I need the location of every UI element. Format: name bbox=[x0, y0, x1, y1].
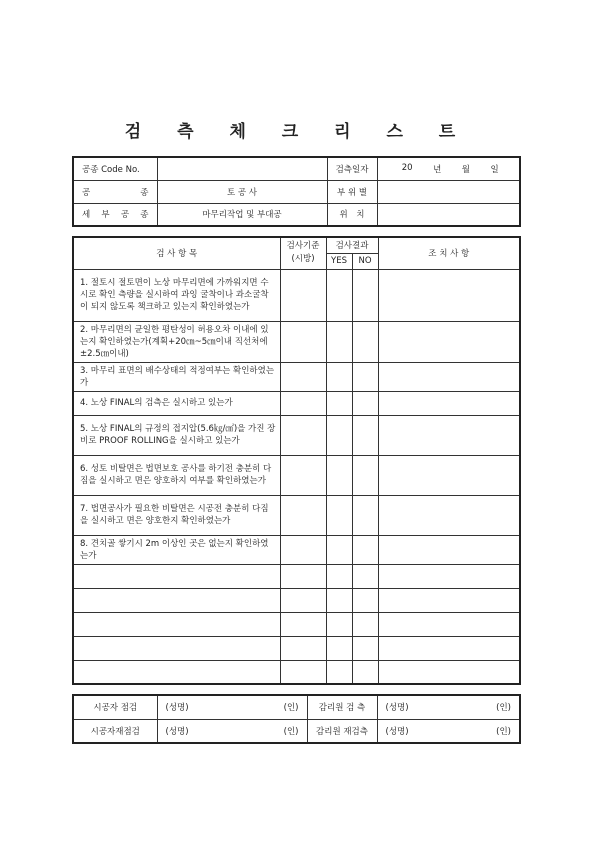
no-cell[interactable] bbox=[352, 535, 378, 564]
no-cell[interactable] bbox=[352, 495, 378, 535]
no-cell[interactable] bbox=[352, 362, 378, 391]
info-row-detail bbox=[73, 203, 520, 226]
standard-cell[interactable] bbox=[280, 535, 326, 564]
standard-cell[interactable] bbox=[280, 660, 326, 684]
code-label: 공종 Code No. bbox=[73, 157, 157, 180]
yes-header: YES bbox=[326, 253, 352, 269]
detail-type-label: 세 부 공 종 bbox=[73, 203, 157, 226]
part-value[interactable] bbox=[377, 180, 520, 203]
supervisor-check-label: 감리원 검 측 bbox=[307, 695, 377, 719]
contractor-re-seal: (인) bbox=[283, 726, 299, 737]
table-row bbox=[73, 636, 520, 660]
no-cell[interactable] bbox=[352, 269, 378, 321]
info-table bbox=[72, 156, 521, 227]
checklist-item-text: 6. 성토 비탈면은 법면보호 공사를 하기전 충분히 다짐을 실시하고 면은 양호하지 여부를 확인하였는가 bbox=[73, 455, 280, 495]
contractor-seal: (인) bbox=[283, 703, 299, 714]
standard-cell[interactable] bbox=[280, 455, 326, 495]
standard-header-sub: (시방) bbox=[291, 254, 315, 265]
contractor-re-name: (성명) bbox=[165, 726, 189, 737]
location-label: 위 치 bbox=[327, 203, 377, 226]
part-label: 부 위 별 bbox=[327, 180, 377, 203]
checklist-item-text: 3. 마무리 표면의 배수상태의 적정여부는 확인하였는가 bbox=[73, 362, 280, 391]
table-row bbox=[73, 495, 520, 535]
table-row bbox=[73, 660, 520, 684]
table-row bbox=[73, 321, 520, 362]
page-title: 검 측 체 크 리 스 트 bbox=[124, 122, 471, 142]
action-cell[interactable] bbox=[378, 588, 520, 612]
contractor-name: (성명) bbox=[165, 703, 189, 714]
checklist-item-text: 7. 법면공사가 필요한 비탈면은 시공전 충분히 다짐을 실시하고 면은 양호한지 확인하였는가 bbox=[73, 495, 280, 535]
standard-cell[interactable] bbox=[280, 269, 326, 321]
action-cell[interactable] bbox=[378, 455, 520, 495]
checklist-header bbox=[73, 237, 520, 253]
table-row bbox=[73, 269, 520, 321]
table-row bbox=[73, 564, 520, 588]
yes-cell[interactable] bbox=[326, 321, 352, 362]
standard-cell[interactable] bbox=[280, 495, 326, 535]
action-cell[interactable] bbox=[378, 660, 520, 684]
item-header: 검 사 항 목 bbox=[73, 237, 280, 269]
yes-cell[interactable] bbox=[326, 269, 352, 321]
table-row bbox=[73, 362, 520, 391]
supervisor-name: (성명) bbox=[385, 703, 409, 714]
yes-cell[interactable] bbox=[326, 391, 352, 415]
signature-table bbox=[72, 694, 521, 744]
supervisor-check-sign[interactable] bbox=[377, 695, 520, 719]
action-cell[interactable] bbox=[378, 321, 520, 362]
checklist-item-text bbox=[73, 636, 280, 660]
supervisor-re-seal: (인) bbox=[496, 726, 511, 737]
supervisor-seal: (인) bbox=[496, 703, 511, 714]
action-cell[interactable] bbox=[378, 391, 520, 415]
action-cell[interactable] bbox=[378, 612, 520, 636]
location-value[interactable] bbox=[377, 203, 520, 226]
date-value[interactable] bbox=[377, 157, 520, 180]
action-cell[interactable] bbox=[378, 362, 520, 391]
no-cell[interactable] bbox=[352, 455, 378, 495]
table-row bbox=[73, 391, 520, 415]
action-cell[interactable] bbox=[378, 269, 520, 321]
date-label: 검측일자 bbox=[327, 157, 377, 180]
yes-cell[interactable] bbox=[326, 636, 352, 660]
standard-cell[interactable] bbox=[280, 564, 326, 588]
checklist-item-text: 2. 마무리면의 균일한 평탄성이 허용오차 이내에 있는지 확인하였는가(계획+20㎝~5㎝이내 직선처에 ±2.5㎝이내) bbox=[73, 321, 280, 362]
info-row-type bbox=[73, 180, 520, 203]
no-cell[interactable] bbox=[352, 636, 378, 660]
date-year-unit: 년 bbox=[433, 164, 442, 175]
date-day-unit: 일 bbox=[490, 164, 499, 175]
checklist-item-text: 8. 견치골 쌓기시 2m 이상인 곳은 없는지 확인하였는가 bbox=[73, 535, 280, 564]
action-cell[interactable] bbox=[378, 495, 520, 535]
no-cell[interactable] bbox=[352, 321, 378, 362]
yes-cell[interactable] bbox=[326, 535, 352, 564]
no-cell[interactable] bbox=[352, 415, 378, 455]
supervisor-recheck-label: 감리원 재검측 bbox=[307, 719, 377, 743]
checklist-table bbox=[72, 236, 521, 685]
standard-cell[interactable] bbox=[280, 321, 326, 362]
standard-cell[interactable] bbox=[280, 391, 326, 415]
standard-cell[interactable] bbox=[280, 415, 326, 455]
yes-cell[interactable] bbox=[326, 564, 352, 588]
action-cell[interactable] bbox=[378, 535, 520, 564]
table-row bbox=[73, 588, 520, 612]
yes-cell[interactable] bbox=[326, 495, 352, 535]
contractor-check-sign[interactable] bbox=[157, 695, 307, 719]
no-cell[interactable] bbox=[352, 588, 378, 612]
no-cell[interactable] bbox=[352, 660, 378, 684]
yes-cell[interactable] bbox=[326, 612, 352, 636]
signature-row-2 bbox=[73, 719, 520, 743]
standard-cell[interactable] bbox=[280, 362, 326, 391]
table-row bbox=[73, 455, 520, 495]
yes-cell[interactable] bbox=[326, 588, 352, 612]
table-row bbox=[73, 415, 520, 455]
action-cell[interactable] bbox=[378, 415, 520, 455]
standard-cell[interactable] bbox=[280, 612, 326, 636]
contractor-recheck-sign[interactable] bbox=[157, 719, 307, 743]
action-cell[interactable] bbox=[378, 564, 520, 588]
table-row bbox=[73, 612, 520, 636]
yes-cell[interactable] bbox=[326, 660, 352, 684]
supervisor-re-name: (성명) bbox=[385, 726, 409, 737]
standard-cell[interactable] bbox=[280, 588, 326, 612]
checklist-item-text bbox=[73, 588, 280, 612]
checklist-item-text bbox=[73, 660, 280, 684]
checklist-item-text bbox=[73, 564, 280, 588]
date-month-unit: 월 bbox=[461, 164, 471, 175]
standard-header bbox=[280, 237, 326, 269]
contractor-recheck-label: 시공자재점검 bbox=[73, 719, 157, 743]
code-value[interactable] bbox=[157, 157, 327, 180]
action-header: 조 치 사 항 bbox=[378, 237, 520, 269]
checklist-item-text bbox=[73, 612, 280, 636]
no-cell[interactable] bbox=[352, 612, 378, 636]
result-header: 검사결과 bbox=[326, 237, 378, 253]
contractor-check-label: 시공자 점검 bbox=[73, 695, 157, 719]
no-cell[interactable] bbox=[352, 564, 378, 588]
signature-row-1 bbox=[73, 695, 520, 719]
standard-cell[interactable] bbox=[280, 636, 326, 660]
checklist-item-text: 4. 노상 FINAL의 검측은 실시하고 있는가 bbox=[73, 391, 280, 415]
no-header: NO bbox=[352, 253, 378, 269]
supervisor-recheck-sign[interactable] bbox=[377, 719, 520, 743]
yes-cell[interactable] bbox=[326, 362, 352, 391]
yes-cell[interactable] bbox=[326, 455, 352, 495]
work-type-label: 공 종 bbox=[73, 180, 157, 203]
detail-type-value[interactable]: 마무리작업 및 부대공 bbox=[157, 203, 327, 226]
yes-cell[interactable] bbox=[326, 415, 352, 455]
work-type-value[interactable]: 토 공 사 bbox=[157, 180, 327, 203]
no-cell[interactable] bbox=[352, 391, 378, 415]
checklist-item-text: 1. 절토시 절토면이 노상 마무리면에 가까워지면 수시로 확인 측량을 실시하여 과잉 굴착이나 과소굴착이 되지 않도록 책크하고 있는지 확인하였는가 bbox=[73, 269, 280, 321]
checklist-item-text: 5. 노상 FINAL의 규정의 접지압(5.6㎏/㎠)을 가진 장비로 PROOF ROLLING을 실시하고 있는가 bbox=[73, 415, 280, 455]
action-cell[interactable] bbox=[378, 636, 520, 660]
date-year: 20 bbox=[401, 162, 413, 173]
standard-header-label: 검사기준 bbox=[286, 241, 320, 252]
table-row bbox=[73, 535, 520, 564]
info-row-code bbox=[73, 157, 520, 180]
